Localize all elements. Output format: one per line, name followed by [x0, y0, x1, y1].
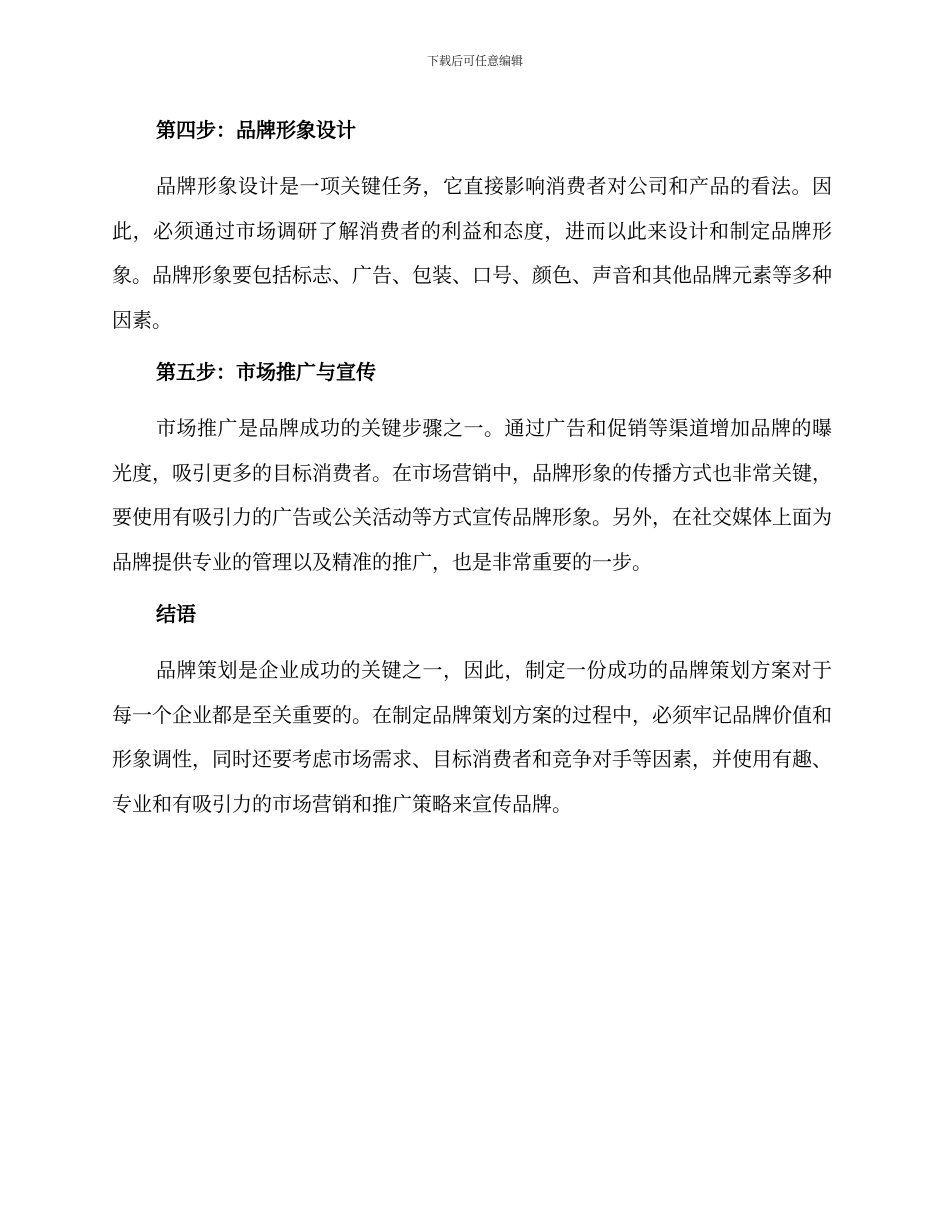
section-paragraph-step-4: 品牌形象设计是一项关键任务，它直接影响消费者对公司和产品的看法。因此，必须通过市场调研了解消费者的利益和态度，进而以此来设计和制定品牌形象。品牌形象要包括标志、广告、包装、口号、颜色、声音和其他品牌元素等多种因素。: [112, 174, 832, 332]
page-header: 下载后可任意编辑: [426, 54, 523, 68]
section-heading-step-5: 第五步：市场推广与宣传: [156, 360, 376, 384]
document-body: [112, 110, 832, 836]
section-heading-conclusion: 结语: [156, 602, 196, 626]
section-heading-step-4: 第四步：品牌形象设计: [156, 118, 356, 142]
section-paragraph-conclusion: 品牌策划是企业成功的关键之一，因此，制定一份成功的品牌策划方案对于每一个企业都是至关重要的。在制定品牌策划方案的过程中，必须牢记品牌价值和形象调性，同时还要考虑市场需求、目标消费者和竞争对手等因素，并使用有趣、专业和有吸引力的市场营销和推广策略来宣传品牌。: [112, 658, 832, 816]
section-paragraph-step-5: 市场推广是品牌成功的关键步骤之一。通过广告和促销等渠道增加品牌的曝光度，吸引更多的目标消费者。在市场营销中，品牌形象的传播方式也非常关键，要使用有吸引力的广告或公关活动等方式宣传品牌形象。另外，在社交媒体上面为品牌提供专业的管理以及精准的推广，也是非常重要的一步。: [112, 416, 832, 574]
